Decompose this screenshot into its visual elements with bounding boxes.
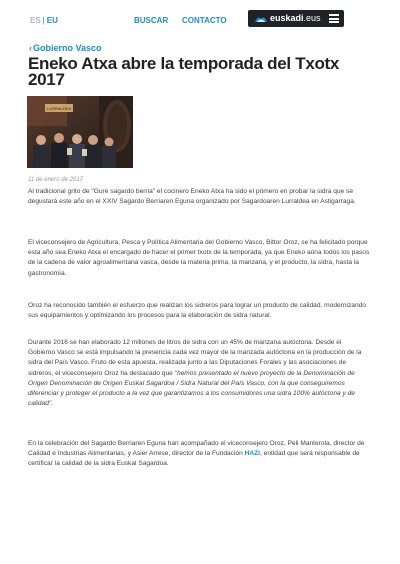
paragraph-5-start: En la celebración del Sagardo Berriaren Eguna han acompañado el viceconsejero Oroz, Peli Manterola, director de Calidad e Industrias Alimentarias, y Asier Arrese, director de la Fundación: [28, 440, 365, 458]
photo-sign-text: LURRALDEA: [46, 106, 72, 111]
top-bar: [0, 0, 400, 36]
article-date: 11 de enero de 2017: [28, 177, 83, 183]
brand-name: [270, 13, 321, 23]
brand-suffix: .eus: [303, 13, 321, 23]
article-photo: [27, 96, 133, 168]
breadcrumb-section-link[interactable]: [29, 43, 102, 53]
article-paragraph-2: El viceconsejero de Agricultura, Pesca y Política Alimentaria del Gobierno Vasco, Bittor Oroz, se ha felicitado porque esta año sea Eneko Atxa el encargado de hacer el primer txotx de la temporada, ya que Eneko aúna todos los pasos de la cadena de valor agroalimentaria vasca, desde la materia prima, la manzana, y el producto, la sidra, hasta la gastronomía.: [28, 239, 370, 277]
euskadi-brand-bar[interactable]: [248, 10, 344, 27]
lang-es-link[interactable]: ES: [30, 16, 41, 25]
hazi-link[interactable]: HAZI: [244, 450, 260, 458]
article-paragraph-3: Oroz ha reconocido también el esfuerzo que realizan los sidreros para lograr un producto de calidad, modernizando sus equipamientos y optimizando los procesos para la elaboración de sidra natural.: [28, 302, 366, 320]
paragraph-4-end: .: [51, 400, 54, 408]
paragraph-5-end: , entidad que será responsable de certificar la calidad de la sidra Euskal Sagardoa.: [28, 450, 360, 468]
lang-separator: |: [42, 16, 45, 25]
nav-buscar-link[interactable]: BUSCAR: [134, 16, 169, 25]
article-paragraph-1: Al tradicional grito de "Gure sagardo berria" el cocinero Eneko Atxa ha sido el primero en probar la sidra que se degustará este año en el XXIV Sagardo Berriaren Eguna organizado por Sagardoaren Lurraldea en Astigarraga.: [28, 188, 356, 206]
paragraph-4-quote: "hemos presentado el nuevo proyecto de la Denominación de Origen Denominación de Origen Euskal Sagardoa / Sidra Natural del País Vasco, con la que conseguiremos diferenciar y proteger el producto a la vez que garantizamos a los consumidores una sidra 100% autóctona y de calidad": [28, 369, 355, 408]
lang-eu-link[interactable]: EU: [46, 16, 58, 25]
article-paragraph-4: [28, 338, 370, 409]
photo-illustration: [27, 96, 133, 168]
menu-hamburger-icon[interactable]: [329, 14, 339, 23]
brand-main: euskadi: [270, 13, 304, 23]
article-paragraph-5: [28, 439, 370, 470]
page-title: Eneko Atxa abre la temporada del Txotx 2017: [28, 54, 340, 89]
paragraph-4-start: Durante 2016 se han elaborado 12 millones de litros de sidra con un 45% de manzana autóctona. Desde el Gobierno Vasco se está impulsando la presencia cada vez mayor de la manzada autóctona en la producción de la sidra del País Vasco. Fruto de esta apuesta, realizada junto a las Diputaciones Forales y las asociaciones de sidreros, el viceconsejero Oroz ha destacado que: [28, 339, 362, 377]
section-label: Gobierno Vasco: [33, 43, 102, 53]
language-switcher: [30, 16, 58, 25]
euskadi-logo-icon: [254, 14, 268, 23]
nav-contacto-link[interactable]: CONTACTO: [182, 16, 227, 25]
chevron-left-icon: ‹: [29, 43, 32, 53]
